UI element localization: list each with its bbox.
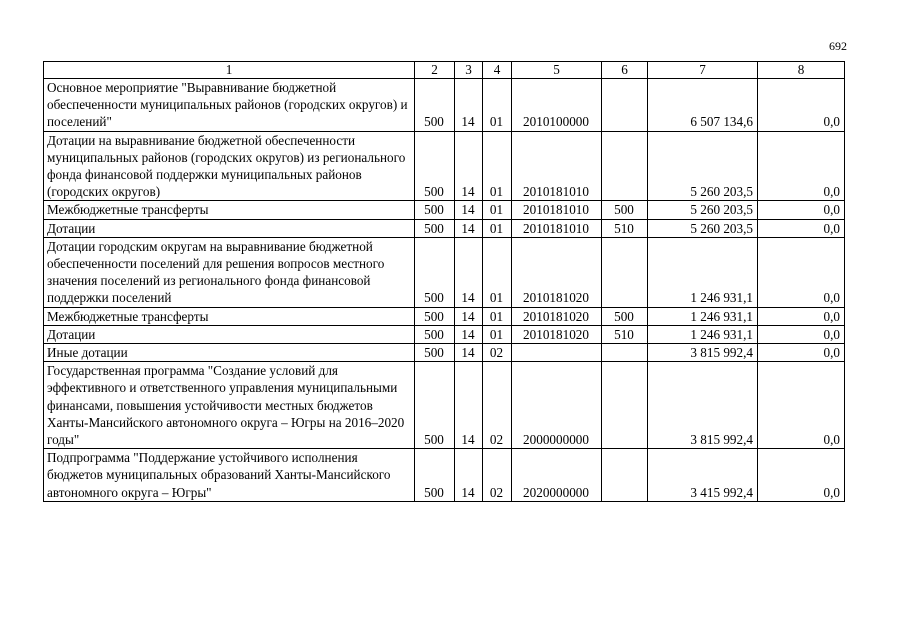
section-code-cell: 14 [455,219,483,237]
table-row [44,362,845,449]
ministry-code-cell: 500 [415,219,455,237]
section-code-cell: 14 [455,201,483,219]
target-article-cell [512,344,602,362]
section-code-cell: 14 [455,344,483,362]
target-article-cell: 2000000000 [512,362,602,449]
row-name-cell: Межбюджетные трансферты [44,307,415,325]
target-article-cell: 2010181010 [512,131,602,201]
row-name-cell: Государственная программа "Создание условий для эффективного и ответственного управления муниципальными финансами, повышения устойчивости местных бюджетов Ханты-Мансийского автономного округа – Югры на 2016–2020 годы" [44,362,415,449]
amount-federal-cell: 0,0 [758,362,845,449]
amount-cell: 5 260 203,5 [648,219,758,237]
expense-type-cell [602,362,648,449]
page-number: 692 [829,39,847,53]
amount-cell: 1 246 931,1 [648,325,758,343]
row-name-cell: Дотации городским округам на выравнивание бюджетной обеспеченности поселений для решения вопросов местного значения поселений из регионального фонда финансовой поддержки поселений [44,237,415,307]
subsection-code-cell: 02 [483,362,512,449]
subsection-code-cell: 01 [483,237,512,307]
target-article-cell: 2010181020 [512,325,602,343]
amount-cell: 3 815 992,4 [648,362,758,449]
table-row [44,307,845,325]
target-article-cell: 2020000000 [512,449,602,502]
expense-type-cell: 500 [602,307,648,325]
ministry-code-cell: 500 [415,237,455,307]
amount-cell: 6 507 134,6 [648,79,758,132]
header-cell: 2 [415,62,455,79]
expense-type-cell [602,131,648,201]
expense-type-cell [602,449,648,502]
subsection-code-cell: 01 [483,219,512,237]
amount-federal-cell: 0,0 [758,449,845,502]
row-name-cell: Дотации [44,325,415,343]
table-row [44,237,845,307]
table-row [44,219,845,237]
target-article-cell: 2010100000 [512,79,602,132]
ministry-code-cell: 500 [415,344,455,362]
row-name-cell: Основное мероприятие "Выравнивание бюджетной обеспеченности муниципальных районов (городских округов) и поселений" [44,79,415,132]
expense-type-cell: 510 [602,325,648,343]
amount-cell: 1 246 931,1 [648,237,758,307]
amount-cell: 1 246 931,1 [648,307,758,325]
target-article-cell: 2010181020 [512,307,602,325]
amount-federal-cell: 0,0 [758,219,845,237]
expense-type-cell [602,237,648,307]
amount-cell: 5 260 203,5 [648,131,758,201]
subsection-code-cell: 02 [483,449,512,502]
table-row [44,344,845,362]
ministry-code-cell: 500 [415,79,455,132]
subsection-code-cell: 01 [483,307,512,325]
header-cell: 5 [512,62,602,79]
target-article-cell: 2010181020 [512,237,602,307]
expense-type-cell: 510 [602,219,648,237]
section-code-cell: 14 [455,237,483,307]
table-row [44,201,845,219]
target-article-cell: 2010181010 [512,219,602,237]
ministry-code-cell: 500 [415,307,455,325]
ministry-code-cell: 500 [415,201,455,219]
section-code-cell: 14 [455,307,483,325]
table-row [44,449,845,502]
table-row [44,131,845,201]
section-code-cell: 14 [455,131,483,201]
expense-type-cell [602,79,648,132]
ministry-code-cell: 500 [415,449,455,502]
header-cell: 4 [483,62,512,79]
row-name-cell: Подпрограмма "Поддержание устойчивого исполнения бюджетов муниципальных образований Ханты-Мансийского автономного округа – Югры" [44,449,415,502]
section-code-cell: 14 [455,449,483,502]
row-name-cell: Иные дотации [44,344,415,362]
row-name-cell: Межбюджетные трансферты [44,201,415,219]
amount-cell: 5 260 203,5 [648,201,758,219]
table-header-row [44,62,845,79]
amount-cell: 3 815 992,4 [648,344,758,362]
header-cell: 8 [758,62,845,79]
row-name-cell: Дотации на выравнивание бюджетной обеспеченности муниципальных районов (городских округов) из регионального фонда финансовой поддержки муниципальных районов (городских округов) [44,131,415,201]
header-cell: 6 [602,62,648,79]
amount-federal-cell: 0,0 [758,344,845,362]
subsection-code-cell: 01 [483,325,512,343]
subsection-code-cell: 01 [483,131,512,201]
table-row [44,325,845,343]
subsection-code-cell: 01 [483,79,512,132]
amount-federal-cell: 0,0 [758,307,845,325]
amount-federal-cell: 0,0 [758,131,845,201]
table-row [44,79,845,132]
row-name-cell: Дотации [44,219,415,237]
section-code-cell: 14 [455,362,483,449]
ministry-code-cell: 500 [415,131,455,201]
amount-federal-cell: 0,0 [758,237,845,307]
target-article-cell: 2010181010 [512,201,602,219]
expense-type-cell: 500 [602,201,648,219]
subsection-code-cell: 02 [483,344,512,362]
budget-table [43,61,845,502]
amount-federal-cell: 0,0 [758,325,845,343]
header-cell: 1 [44,62,415,79]
amount-federal-cell: 0,0 [758,79,845,132]
amount-federal-cell: 0,0 [758,201,845,219]
ministry-code-cell: 500 [415,325,455,343]
section-code-cell: 14 [455,325,483,343]
subsection-code-cell: 01 [483,201,512,219]
header-cell: 7 [648,62,758,79]
section-code-cell: 14 [455,79,483,132]
expense-type-cell [602,344,648,362]
header-cell: 3 [455,62,483,79]
ministry-code-cell: 500 [415,362,455,449]
amount-cell: 3 415 992,4 [648,449,758,502]
